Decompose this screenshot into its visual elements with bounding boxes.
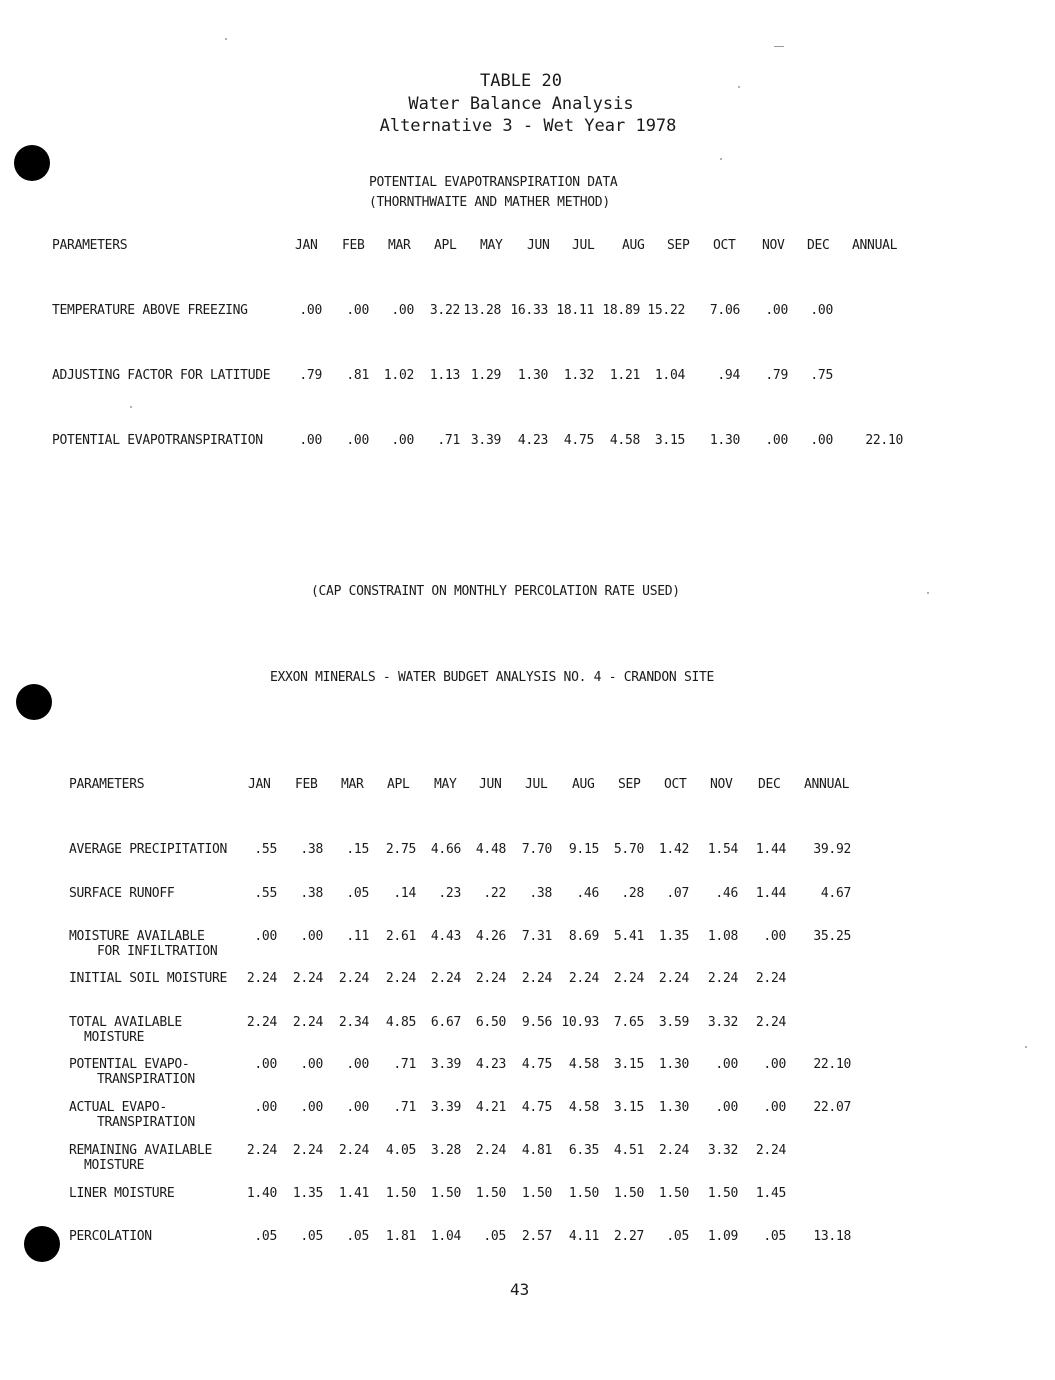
column-header-dec: DEC [807,238,830,253]
table-cell: 1.08 [707,929,738,944]
row-label-continuation: TRANSPIRATION [97,1115,195,1130]
column-header-aug: AUG [622,238,645,253]
table-cell: 2.24 [246,1015,277,1030]
table-cell: .38 [300,842,323,857]
table-cell: 3.32 [707,1143,738,1158]
table-cell: .79 [765,368,788,383]
table-cell: 1.32 [563,368,594,383]
table-cell: 2.24 [338,971,369,986]
table-cell: 2.24 [658,1143,689,1158]
table-cell: 2.24 [475,1143,506,1158]
table-cell: 2.24 [658,971,689,986]
table-cell: .71 [393,1057,416,1072]
table-cell: 3.15 [613,1057,644,1072]
table-cell: .00 [391,433,414,448]
table-cell: 4.75 [521,1100,552,1115]
table-cell: 1.50 [475,1186,506,1201]
table-cell: .05 [763,1229,786,1244]
table-cell: 16.33 [510,303,548,318]
column-header-jul: JUL [525,777,548,792]
table-cell: 2.34 [338,1015,369,1030]
table-cell: 18.89 [602,303,640,318]
table-cell: 4.23 [475,1057,506,1072]
scan-speck [738,86,740,88]
table-cell: .14 [393,886,416,901]
table-cell: 2.24 [613,971,644,986]
row-label: SURFACE RUNOFF [69,886,175,901]
table-cell: 1.44 [755,842,786,857]
table-cell: .00 [300,929,323,944]
budget-heading: EXXON MINERALS - WATER BUDGET ANALYSIS NO. 4 - CRANDON SITE [270,670,715,685]
table-cell: 1.54 [707,842,738,857]
column-header-annual: ANNUAL [804,777,850,792]
table-cell: 4.58 [568,1057,599,1072]
table-cell: 2.24 [246,1143,277,1158]
punch-hole [14,145,50,181]
table-cell: 1.30 [709,433,740,448]
table-cell: .00 [765,433,788,448]
table-cell: 2.24 [292,1143,323,1158]
table-cell: 1.13 [429,368,460,383]
table-cell: 22.10 [865,433,903,448]
table-cell: 1.50 [707,1186,738,1201]
table-cell: 6.50 [475,1015,506,1030]
column-header-jul: JUL [572,238,595,253]
table-cell: .00 [346,303,369,318]
table-cell: 4.26 [475,929,506,944]
row-label: POTENTIAL EVAPOTRANSPIRATION [52,433,263,448]
table-cell: 3.59 [658,1015,689,1030]
table-cell: 6.35 [568,1143,599,1158]
row-label: TEMPERATURE ABOVE FREEZING [52,303,248,318]
table-cell: 4.48 [475,842,506,857]
row-label: MOISTURE AVAILABLE [69,929,205,944]
table-cell: 1.81 [385,1229,416,1244]
table-cell: .00 [346,1057,369,1072]
page-number: 43 [510,1280,530,1299]
scan-speck [774,46,784,47]
table-cell: .00 [715,1100,738,1115]
table-cell: 1.30 [658,1057,689,1072]
table-cell: 22.07 [813,1100,851,1115]
column-header-sep: SEP [618,777,641,792]
table-cell: 1.40 [246,1186,277,1201]
table-cell: 3.39 [430,1100,461,1115]
row-label-continuation: FOR INFILTRATION [97,944,218,959]
table-cell: 1.09 [707,1229,738,1244]
table-cell: 2.75 [385,842,416,857]
table-cell: .00 [765,303,788,318]
row-label: AVERAGE PRECIPITATION [69,842,228,857]
punch-hole [24,1226,60,1262]
table-cell: .00 [299,433,322,448]
table-cell: 1.02 [383,368,414,383]
table-cell: .79 [299,368,322,383]
table-cell: 2.57 [521,1229,552,1244]
table-cell: .23 [438,886,461,901]
table-cell: .00 [346,1100,369,1115]
table-cell: 1.35 [658,929,689,944]
table-cell: .00 [254,929,277,944]
table-cell: .94 [717,368,740,383]
column-header-mar: MAR [341,777,364,792]
table-cell: .00 [299,303,322,318]
column-header-jan: JAN [248,777,271,792]
table-cell: .46 [576,886,599,901]
row-label: INITIAL SOIL MOISTURE [69,971,228,986]
punch-hole [16,684,52,720]
table-cell: 1.45 [755,1186,786,1201]
table-cell: 39.92 [813,842,851,857]
table-cell: 1.30 [517,368,548,383]
table-cell: 3.32 [707,1015,738,1030]
table-cell: 4.11 [568,1229,599,1244]
column-header-mar: MAR [388,238,411,253]
table-cell: 1.50 [613,1186,644,1201]
table-cell: .00 [300,1057,323,1072]
scan-speck [720,158,722,160]
column-header-nov: NOV [710,777,733,792]
table-cell: 18.11 [556,303,594,318]
table-cell: .46 [715,886,738,901]
table-cell: 13.28 [463,303,501,318]
table-cell: .00 [715,1057,738,1072]
table-cell: .00 [300,1100,323,1115]
column-header-oct: OCT [713,238,736,253]
table-cell: 4.05 [385,1143,416,1158]
row-label-continuation: TRANSPIRATION [97,1072,195,1087]
table-cell: 3.15 [613,1100,644,1115]
table-cell: .00 [391,303,414,318]
table-cell: .05 [254,1229,277,1244]
row-label-continuation: MOISTURE [84,1030,145,1045]
pet-heading-line1: POTENTIAL EVAPOTRANSPIRATION DATA [369,175,618,190]
table-cell: 2.24 [246,971,277,986]
table-cell: 13.18 [813,1229,851,1244]
table-cell: .05 [300,1229,323,1244]
column-header-may: MAY [480,238,503,253]
row-label: REMAINING AVAILABLE [69,1143,213,1158]
table-cell: .00 [254,1057,277,1072]
table-cell: 1.21 [609,368,640,383]
table-cell: 6.67 [430,1015,461,1030]
table-cell: 1.30 [658,1100,689,1115]
column-header-jun: JUN [479,777,502,792]
table-cell: 2.24 [707,971,738,986]
table-cell: 7.31 [521,929,552,944]
table-cell: .05 [346,886,369,901]
row-label: TOTAL AVAILABLE [69,1015,182,1030]
scan-speck [1025,1046,1027,1048]
column-header-aug: AUG [572,777,595,792]
column-header-annual: ANNUAL [852,238,898,253]
column-header-sep: SEP [667,238,690,253]
table-cell: 22.10 [813,1057,851,1072]
table-cell: .15 [346,842,369,857]
table-cell: 9.56 [521,1015,552,1030]
column-header-apl: APL [434,238,457,253]
table-cell: .00 [810,303,833,318]
table-cell: 3.15 [654,433,685,448]
table-cell: 3.22 [429,303,460,318]
column-header-parameters: PARAMETERS [69,777,145,792]
column-header-may: MAY [434,777,457,792]
table-cell: 4.75 [521,1057,552,1072]
table-cell: 4.81 [521,1143,552,1158]
table-cell: .38 [300,886,323,901]
table-cell: 1.44 [755,886,786,901]
table-cell: .05 [666,1229,689,1244]
cap-constraint-note: (CAP CONSTRAINT ON MONTHLY PERCOLATION RATE USED) [311,584,680,599]
row-label: ADJUSTING FACTOR FOR LATITUDE [52,368,271,383]
table-cell: 4.85 [385,1015,416,1030]
table-cell: 7.65 [613,1015,644,1030]
row-label-continuation: MOISTURE [84,1158,145,1173]
table-cell: 3.39 [470,433,501,448]
table-title: Water Balance Analysis [408,94,634,114]
table-subtitle: Alternative 3 - Wet Year 1978 [379,116,677,136]
table-cell: 1.50 [658,1186,689,1201]
table-cell: 5.70 [613,842,644,857]
table-cell: 4.66 [430,842,461,857]
table-cell: 1.50 [521,1186,552,1201]
table-cell: 4.43 [430,929,461,944]
table-number: TABLE 20 [480,71,562,91]
table-cell: .71 [393,1100,416,1115]
table-cell: 1.50 [385,1186,416,1201]
column-header-apl: APL [387,777,410,792]
row-label: LINER MOISTURE [69,1186,175,1201]
table-cell: 1.50 [430,1186,461,1201]
column-header-jan: JAN [295,238,318,253]
scan-speck [927,592,929,594]
table-cell: 1.50 [568,1186,599,1201]
column-header-dec: DEC [758,777,781,792]
table-cell: 2.24 [430,971,461,986]
table-cell: .22 [483,886,506,901]
table-cell: 9.15 [568,842,599,857]
table-cell: 3.28 [430,1143,461,1158]
table-cell: 35.25 [813,929,851,944]
table-cell: .00 [763,1057,786,1072]
table-cell: 8.69 [568,929,599,944]
table-cell: .38 [529,886,552,901]
table-cell: 1.29 [470,368,501,383]
table-cell: 2.24 [385,971,416,986]
row-label: PERCOLATION [69,1229,152,1244]
table-cell: .00 [810,433,833,448]
table-cell: .07 [666,886,689,901]
column-header-oct: OCT [664,777,687,792]
table-cell: 4.58 [609,433,640,448]
table-cell: 4.21 [475,1100,506,1115]
table-cell: 2.27 [613,1229,644,1244]
table-cell: 1.04 [430,1229,461,1244]
table-cell: .00 [763,1100,786,1115]
table-cell: 3.39 [430,1057,461,1072]
column-header-feb: FEB [342,238,365,253]
table-cell: 4.23 [517,433,548,448]
table-cell: 7.70 [521,842,552,857]
table-cell: 2.24 [568,971,599,986]
table-cell: .05 [483,1229,506,1244]
table-cell: 2.24 [338,1143,369,1158]
table-cell: 4.75 [563,433,594,448]
table-cell: 2.24 [292,1015,323,1030]
column-header-parameters: PARAMETERS [52,238,128,253]
table-cell: .00 [254,1100,277,1115]
table-cell: 2.24 [475,971,506,986]
table-cell: 1.42 [658,842,689,857]
table-cell: 2.24 [292,971,323,986]
table-cell: .55 [254,842,277,857]
table-cell: .00 [763,929,786,944]
table-cell: 1.04 [654,368,685,383]
table-cell: .05 [346,1229,369,1244]
table-cell: 4.67 [820,886,851,901]
table-cell: .55 [254,886,277,901]
table-cell: 1.41 [338,1186,369,1201]
table-cell: .81 [346,368,369,383]
table-cell: 10.93 [561,1015,599,1030]
column-header-feb: FEB [295,777,318,792]
table-cell: .28 [621,886,644,901]
scan-speck [225,38,227,40]
table-cell: 4.51 [613,1143,644,1158]
scan-speck [130,406,132,408]
column-header-nov: NOV [762,238,785,253]
table-cell: 2.24 [521,971,552,986]
row-label: POTENTIAL EVAPO- [69,1057,190,1072]
row-label: ACTUAL EVAPO- [69,1100,167,1115]
table-cell: 15.22 [647,303,685,318]
table-cell: .75 [810,368,833,383]
column-header-jun: JUN [527,238,550,253]
table-cell: 5.41 [613,929,644,944]
pet-heading-line2: (THORNTHWAITE AND MATHER METHOD) [369,195,610,210]
table-cell: 2.24 [755,1143,786,1158]
table-cell: 4.58 [568,1100,599,1115]
table-cell: 2.24 [755,1015,786,1030]
table-cell: .00 [346,433,369,448]
table-cell: 2.61 [385,929,416,944]
table-cell: .71 [437,433,460,448]
table-cell: 2.24 [755,971,786,986]
table-cell: 7.06 [709,303,740,318]
table-cell: .11 [346,929,369,944]
table-cell: 1.35 [292,1186,323,1201]
